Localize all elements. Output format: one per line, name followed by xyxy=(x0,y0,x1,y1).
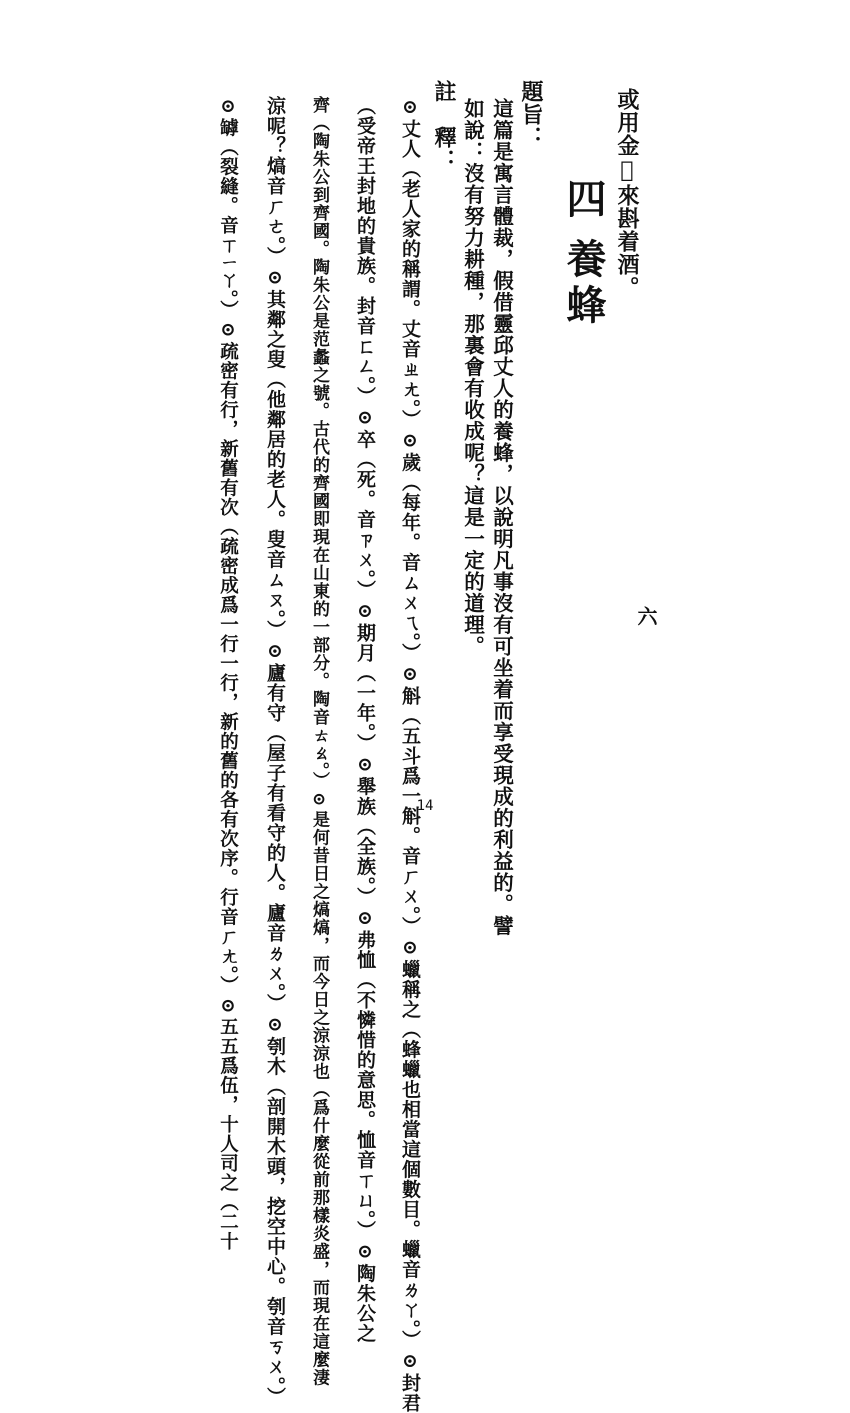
notes-column: ⊙罅（裂縫。音ㄒㄧㄚ。）⊙疏密有行，新舊有次（疏密成爲一行一行，新的舊的各有次序。行音ㄏㄤ。）⊙五五爲伍，十人司之（二十 xyxy=(217,96,239,1252)
header-line: 或用金𨤲來斟着酒。 xyxy=(614,88,640,299)
notes-heading: 註 釋： xyxy=(431,80,457,172)
side-number: 六 xyxy=(634,606,658,627)
notes-column: 齊（陶朱公到齊國。陶朱公是范蠡之號。古代的齊國即現在山東的一部分。陶音ㄊㄠ。）⊙是何昔日之熇熇，而今日之涼涼也（爲什麼從前那樣炎盛，而現在這麼淒 xyxy=(309,96,329,1387)
gist-line: 這篇是寓言體裁，假借靈邱丈人的養蜂，以說明凡事沒有可坐着而享受現成的利益的。譬 xyxy=(489,98,514,937)
notes-column: （受帝王封地的貴族。封音ㄈㄥ。）⊙卒（死。音ㄗㄨ。）⊙期月（一年。）⊙舉族（全族。）⊙弗恤（不憐惜的意思。恤音ㄒㄩ。）⊙陶朱公之 xyxy=(354,96,376,1344)
gist-heading: 題旨： xyxy=(518,80,544,149)
gist-line: 如說：沒有努力耕種，那裏會有收成呢？這是一定的道理。 xyxy=(460,98,485,657)
notes-column: 涼呢？熇音ㄏㄜ。）⊙其鄰之叟（他鄰居的老人。叟音ㄙㄡ。）⊙廬有守（屋子有看守的人。廬音ㄌㄨ。）⊙刳木（剖開木頭，挖空中心。刳音ㄎㄨ。） xyxy=(264,96,286,1407)
notes-column: ⊙丈人（老人家的稱謂。丈音ㄓㄤ。）⊙歲（每年。音ㄙㄨㄟ。）⊙斛（五斗爲一斛。音ㄏㄨ。）⊙蠟稱之（蜂蠟也相當這個數目。蠟音ㄌㄚ。）⊙封君 xyxy=(399,96,421,1413)
chapter-title: 養蜂 xyxy=(560,238,607,330)
chapter-number: 四 xyxy=(560,178,607,224)
page-number: 14 xyxy=(416,798,434,814)
